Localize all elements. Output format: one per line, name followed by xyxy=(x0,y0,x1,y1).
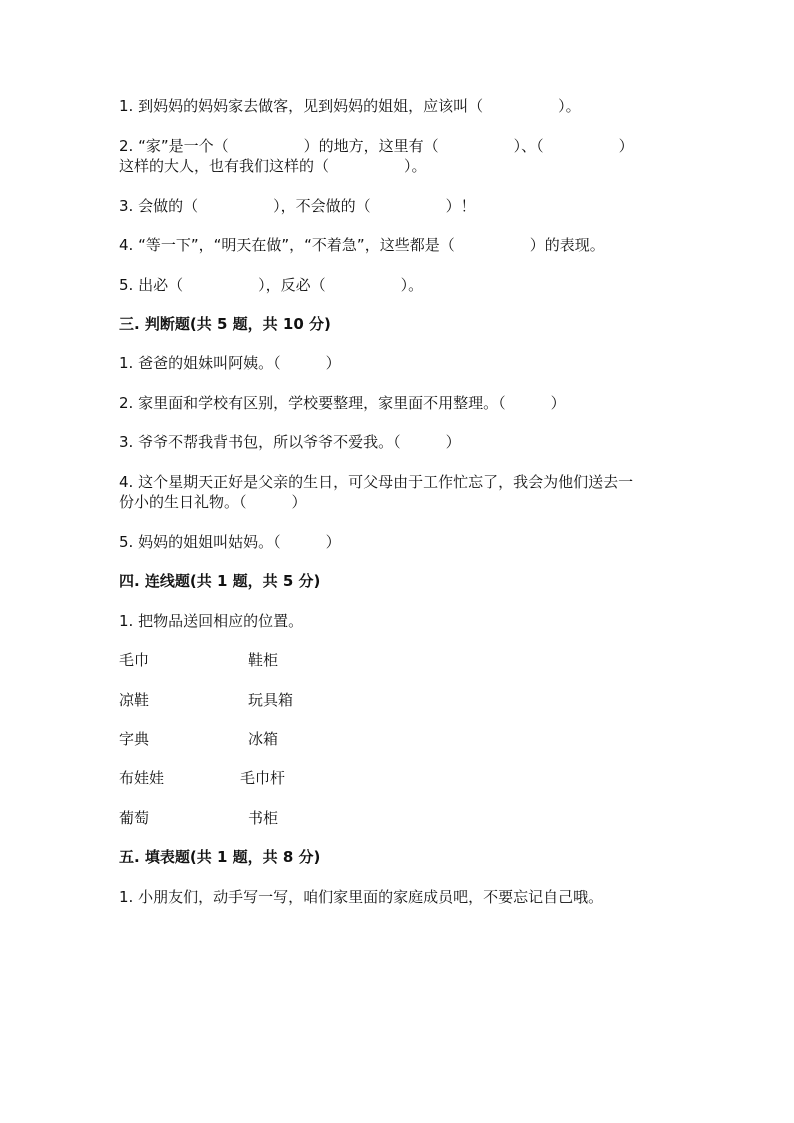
judge-section-heading: 三. 判断题(共 5 题，共 10 分) xyxy=(119,315,331,333)
table-section-heading: 五. 填表题(共 1 题，共 8 分) xyxy=(119,848,321,866)
fill-blank-question-5: 5. 出必（ ），反必（ ）。 xyxy=(119,276,424,294)
match-right-item: 冰箱 xyxy=(248,730,279,748)
judge-question-3: 3. 爷爷不帮我背书包，所以爷爷不爱我。（ ） xyxy=(119,433,461,451)
judge-question-2: 2. 家里面和学校有区别，学校要整理，家里面不用整理。（ ） xyxy=(119,394,566,412)
match-left-item: 毛巾 xyxy=(119,651,150,669)
fill-blank-question-1: 1. 到妈妈的妈妈家去做客，见到妈妈的姐姐，应该叫（ ）。 xyxy=(119,97,581,115)
match-left-item: 布娃娃 xyxy=(119,769,165,787)
fill-blank-question-2-line-1: 2. “家”是一个（ ）的地方，这里有（ ）、（ ） xyxy=(119,137,634,155)
match-right-item: 书柜 xyxy=(248,809,279,827)
fill-blank-question-4: 4. “等一下”，“明天在做”，“不着急”，这些都是（ ）的表现。 xyxy=(119,236,605,254)
judge-question-5: 5. 妈妈的姐姐叫姑妈。（ ） xyxy=(119,533,341,551)
match-question-1: 1. 把物品送回相应的位置。 xyxy=(119,612,304,630)
match-right-item: 鞋柜 xyxy=(248,651,279,669)
fill-blank-question-2-line-2: 这样的大人，也有我们这样的（ ）。 xyxy=(119,157,427,175)
judge-question-1: 1. 爸爸的姐妹叫阿姨。（ ） xyxy=(119,354,341,372)
match-left-item: 葡萄 xyxy=(119,809,150,827)
fill-blank-question-3: 3. 会做的（ ），不会做的（ ）！ xyxy=(119,197,476,215)
match-right-item: 毛巾杆 xyxy=(240,769,286,787)
table-question-1: 1. 小朋友们，动手写一写，咱们家里面的家庭成员吧，不要忘记自己哦。 xyxy=(119,888,604,906)
match-left-item: 字典 xyxy=(119,730,150,748)
match-right-item: 玩具箱 xyxy=(248,691,294,709)
match-left-item: 凉鞋 xyxy=(119,691,150,709)
match-section-heading: 四. 连线题(共 1 题，共 5 分) xyxy=(119,572,321,590)
judge-question-4-line-1: 4. 这个星期天正好是父亲的生日，可父母由于工作忙忘了，我会为他们送去一 xyxy=(119,473,634,491)
judge-question-4-line-2: 份小的生日礼物。（ ） xyxy=(119,493,307,511)
